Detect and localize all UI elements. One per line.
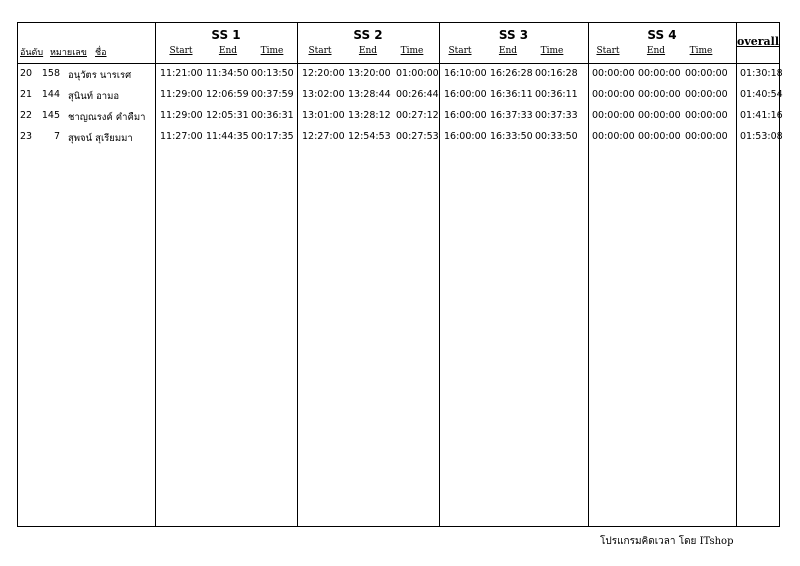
ss1-end-cell: 11:44:35 <box>206 131 249 142</box>
stage-title: SS 2 <box>353 28 383 42</box>
ss4-end-cell: 00:00:00 <box>638 131 681 142</box>
ss4-start-cell: 00:00:00 <box>592 110 635 121</box>
time-header: Time <box>260 46 284 56</box>
ss1-start-cell: 11:29:00 <box>160 110 203 121</box>
ss2-time-cell: 00:26:44 <box>396 89 439 100</box>
ss1-end-cell: 12:05:31 <box>206 110 249 121</box>
rank-cell: 21 <box>20 89 33 100</box>
ss2-end-cell: 13:20:00 <box>348 68 391 79</box>
ss1-time-cell: 00:17:35 <box>251 131 294 142</box>
stage-title: SS 3 <box>498 28 529 42</box>
ss3-start-cell: 16:00:00 <box>444 110 487 121</box>
end-header: End <box>218 46 238 56</box>
start-header: Start <box>596 46 620 56</box>
ss1-time-cell: 00:37:59 <box>251 89 294 100</box>
ss2-start-cell: 12:27:00 <box>302 131 345 142</box>
ss2-time-cell: 00:27:53 <box>396 131 439 142</box>
name-header: ชื่อ <box>95 48 107 58</box>
ss4-end-cell: 00:00:00 <box>638 89 681 100</box>
ss1-time-cell: 00:36:31 <box>251 110 294 121</box>
name-cell: สุนินท์ อามอ <box>68 91 120 102</box>
time-header: Time <box>540 46 564 56</box>
ss1-time-cell: 00:13:50 <box>251 68 294 79</box>
ss3-start-cell: 16:00:00 <box>444 89 487 100</box>
ss3-time-cell: 00:33:50 <box>535 131 578 142</box>
name-cell: ชาญณรงค์ คำคืมา <box>68 112 146 123</box>
number-cell: 7 <box>53 131 60 142</box>
number-cell: 158 <box>41 68 60 79</box>
stage-title: SS 1 <box>211 28 241 42</box>
ss4-time-cell: 00:00:00 <box>685 110 728 121</box>
ss3-end-cell: 16:26:28 <box>490 68 533 79</box>
ss3-time-cell: 00:36:11 <box>535 89 578 100</box>
overall-cell: 01:40:54 <box>740 89 783 100</box>
ss2-start-cell: 13:02:00 <box>302 89 345 100</box>
ss1-end-cell: 11:34:50 <box>206 68 249 79</box>
ss4-start-cell: 00:00:00 <box>592 68 635 79</box>
ss2-time-cell: 00:27:12 <box>396 110 439 121</box>
number-header: หมายเลข <box>50 48 87 58</box>
time-header: Time <box>400 46 424 56</box>
ss2-start-cell: 12:20:00 <box>302 68 345 79</box>
ss4-time-cell: 00:00:00 <box>685 131 728 142</box>
column-divider <box>297 22 298 527</box>
ss4-time-cell: 00:00:00 <box>685 68 728 79</box>
ss4-start-cell: 00:00:00 <box>592 89 635 100</box>
ss1-start-cell: 11:21:00 <box>160 68 203 79</box>
ss4-end-cell: 00:00:00 <box>638 68 681 79</box>
ss3-start-cell: 16:00:00 <box>444 131 487 142</box>
overall-header: overall <box>736 35 779 48</box>
ss4-end-cell: 00:00:00 <box>638 110 681 121</box>
overall-cell: 01:30:18 <box>740 68 783 79</box>
overall-cell: 01:53:08 <box>740 131 783 142</box>
ss3-time-cell: 00:16:28 <box>535 68 578 79</box>
ss1-start-cell: 11:27:00 <box>160 131 203 142</box>
rank-cell: 20 <box>20 68 33 79</box>
end-header: End <box>358 46 378 56</box>
column-divider <box>155 22 156 527</box>
rank-cell: 22 <box>20 110 33 121</box>
ss2-start-cell: 13:01:00 <box>302 110 345 121</box>
stage-title: SS 4 <box>647 28 677 42</box>
ss3-end-cell: 16:37:33 <box>490 110 533 121</box>
ss3-start-cell: 16:10:00 <box>444 68 487 79</box>
end-header: End <box>498 46 518 56</box>
name-cell: สุพจน์ สุเรียมมา <box>68 133 133 144</box>
ss4-time-cell: 00:00:00 <box>685 89 728 100</box>
ss3-end-cell: 16:33:50 <box>490 131 533 142</box>
time-header: Time <box>689 46 713 56</box>
ss3-end-cell: 16:36:11 <box>490 89 533 100</box>
start-header: Start <box>308 46 332 56</box>
ss3-time-cell: 00:37:33 <box>535 110 578 121</box>
header-divider <box>17 63 780 64</box>
column-divider <box>736 22 737 527</box>
footer-credit: โปรแกรมคิดเวลา โดย ITshop <box>600 536 734 547</box>
end-header: End <box>646 46 666 56</box>
start-header: Start <box>169 46 193 56</box>
ss2-end-cell: 13:28:44 <box>348 89 391 100</box>
number-cell: 144 <box>41 89 60 100</box>
start-header: Start <box>448 46 472 56</box>
rank-cell: 23 <box>20 131 33 142</box>
ss2-end-cell: 13:28:12 <box>348 110 391 121</box>
ss1-start-cell: 11:29:00 <box>160 89 203 100</box>
ss4-start-cell: 00:00:00 <box>592 131 635 142</box>
overall-cell: 01:41:16 <box>740 110 783 121</box>
number-cell: 145 <box>41 110 60 121</box>
column-divider <box>439 22 440 527</box>
column-divider <box>588 22 589 527</box>
ss1-end-cell: 12:06:59 <box>206 89 249 100</box>
ss2-time-cell: 01:00:00 <box>396 68 439 79</box>
name-cell: อนุวัตร นารเรศ <box>68 70 132 81</box>
ss2-end-cell: 12:54:53 <box>348 131 391 142</box>
rank-header: อันดับ <box>20 48 44 58</box>
